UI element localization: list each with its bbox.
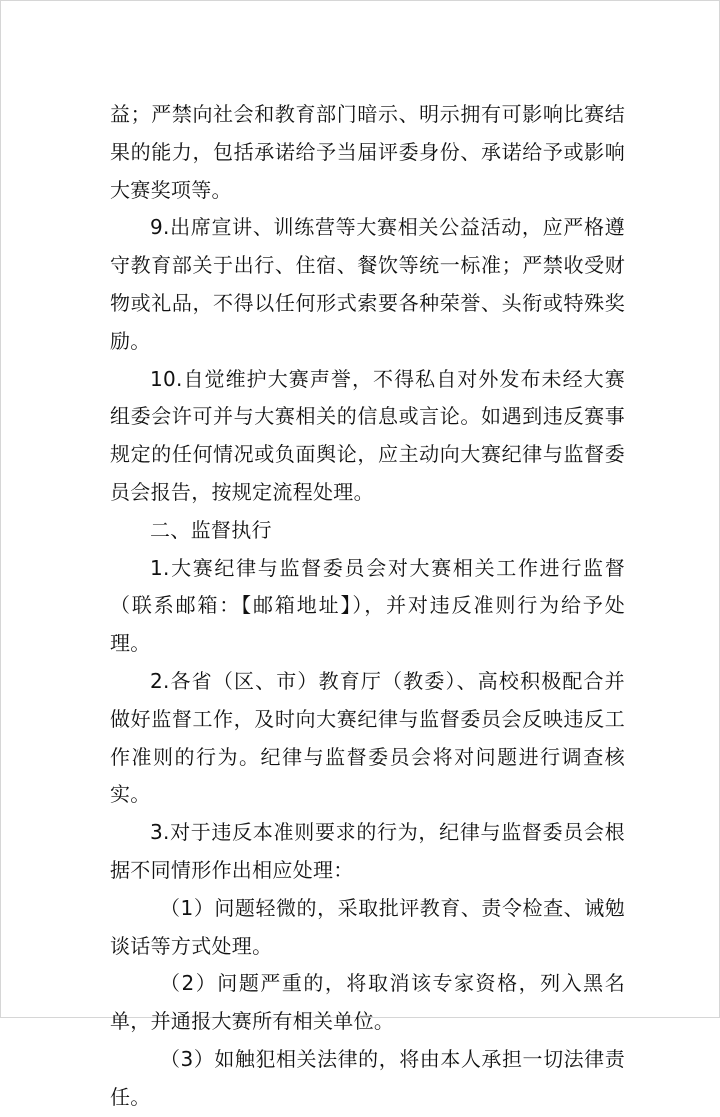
paragraph-penalty-1: （1）问题轻微的，采取批评教育、责令检查、诫勉谈话等方式处理。	[110, 895, 625, 958]
paragraph-supervision-1: 1.大赛纪律与监督委员会对大赛相关工作进行监督（联系邮箱：【邮箱地址】），并对违反准则行为给予处理。	[110, 555, 625, 656]
paragraph-item-9: 9.出席宣讲、训练营等大赛相关公益活动，应严格遵守教育部关于出行、住宿、餐饮等统一标准；严禁收受财物或礼品，不得以任何形式索要各种荣誉、头衔或特殊奖励。	[110, 215, 625, 353]
paragraph-item-10: 10.自觉维护大赛声誉，不得私自对外发布未经大赛组委会许可并与大赛相关的信息或言论。如遇到违反赛事规定的任何情况或负面舆论，应主动向大赛纪律与监督委员会报告，按规定流程处理。	[110, 366, 625, 504]
paragraph-supervision-2: 2.各省（区、市）教育厅（教委）、高校积极配合并做好监督工作，及时向大赛纪律与监督委员会反映违反工作准则的行为。纪律与监督委员会将对问题进行调查核实。	[110, 668, 625, 807]
document-body	[110, 96, 625, 1117]
paragraph-continuation: 益；严禁向社会和教育部门暗示、明示拥有可影响比赛结果的能力，包括承诺给予当届评委身份、承诺给予或影响大赛奖项等。	[110, 102, 625, 202]
section-heading-supervision: 二、监督执行	[150, 517, 272, 542]
paragraph-penalty-2: （2）问题严重的，将取消该专家资格，列入黑名单，并通报大赛所有相关单位。	[110, 971, 625, 1034]
paragraph-supervision-3: 3.对于违反本准则要求的行为，纪律与监督委员会根据不同情形作出相应处理：	[110, 820, 625, 882]
paragraph-penalty-3: （3）如触犯相关法律的，将由本人承担一切法律责任。	[110, 1046, 625, 1109]
